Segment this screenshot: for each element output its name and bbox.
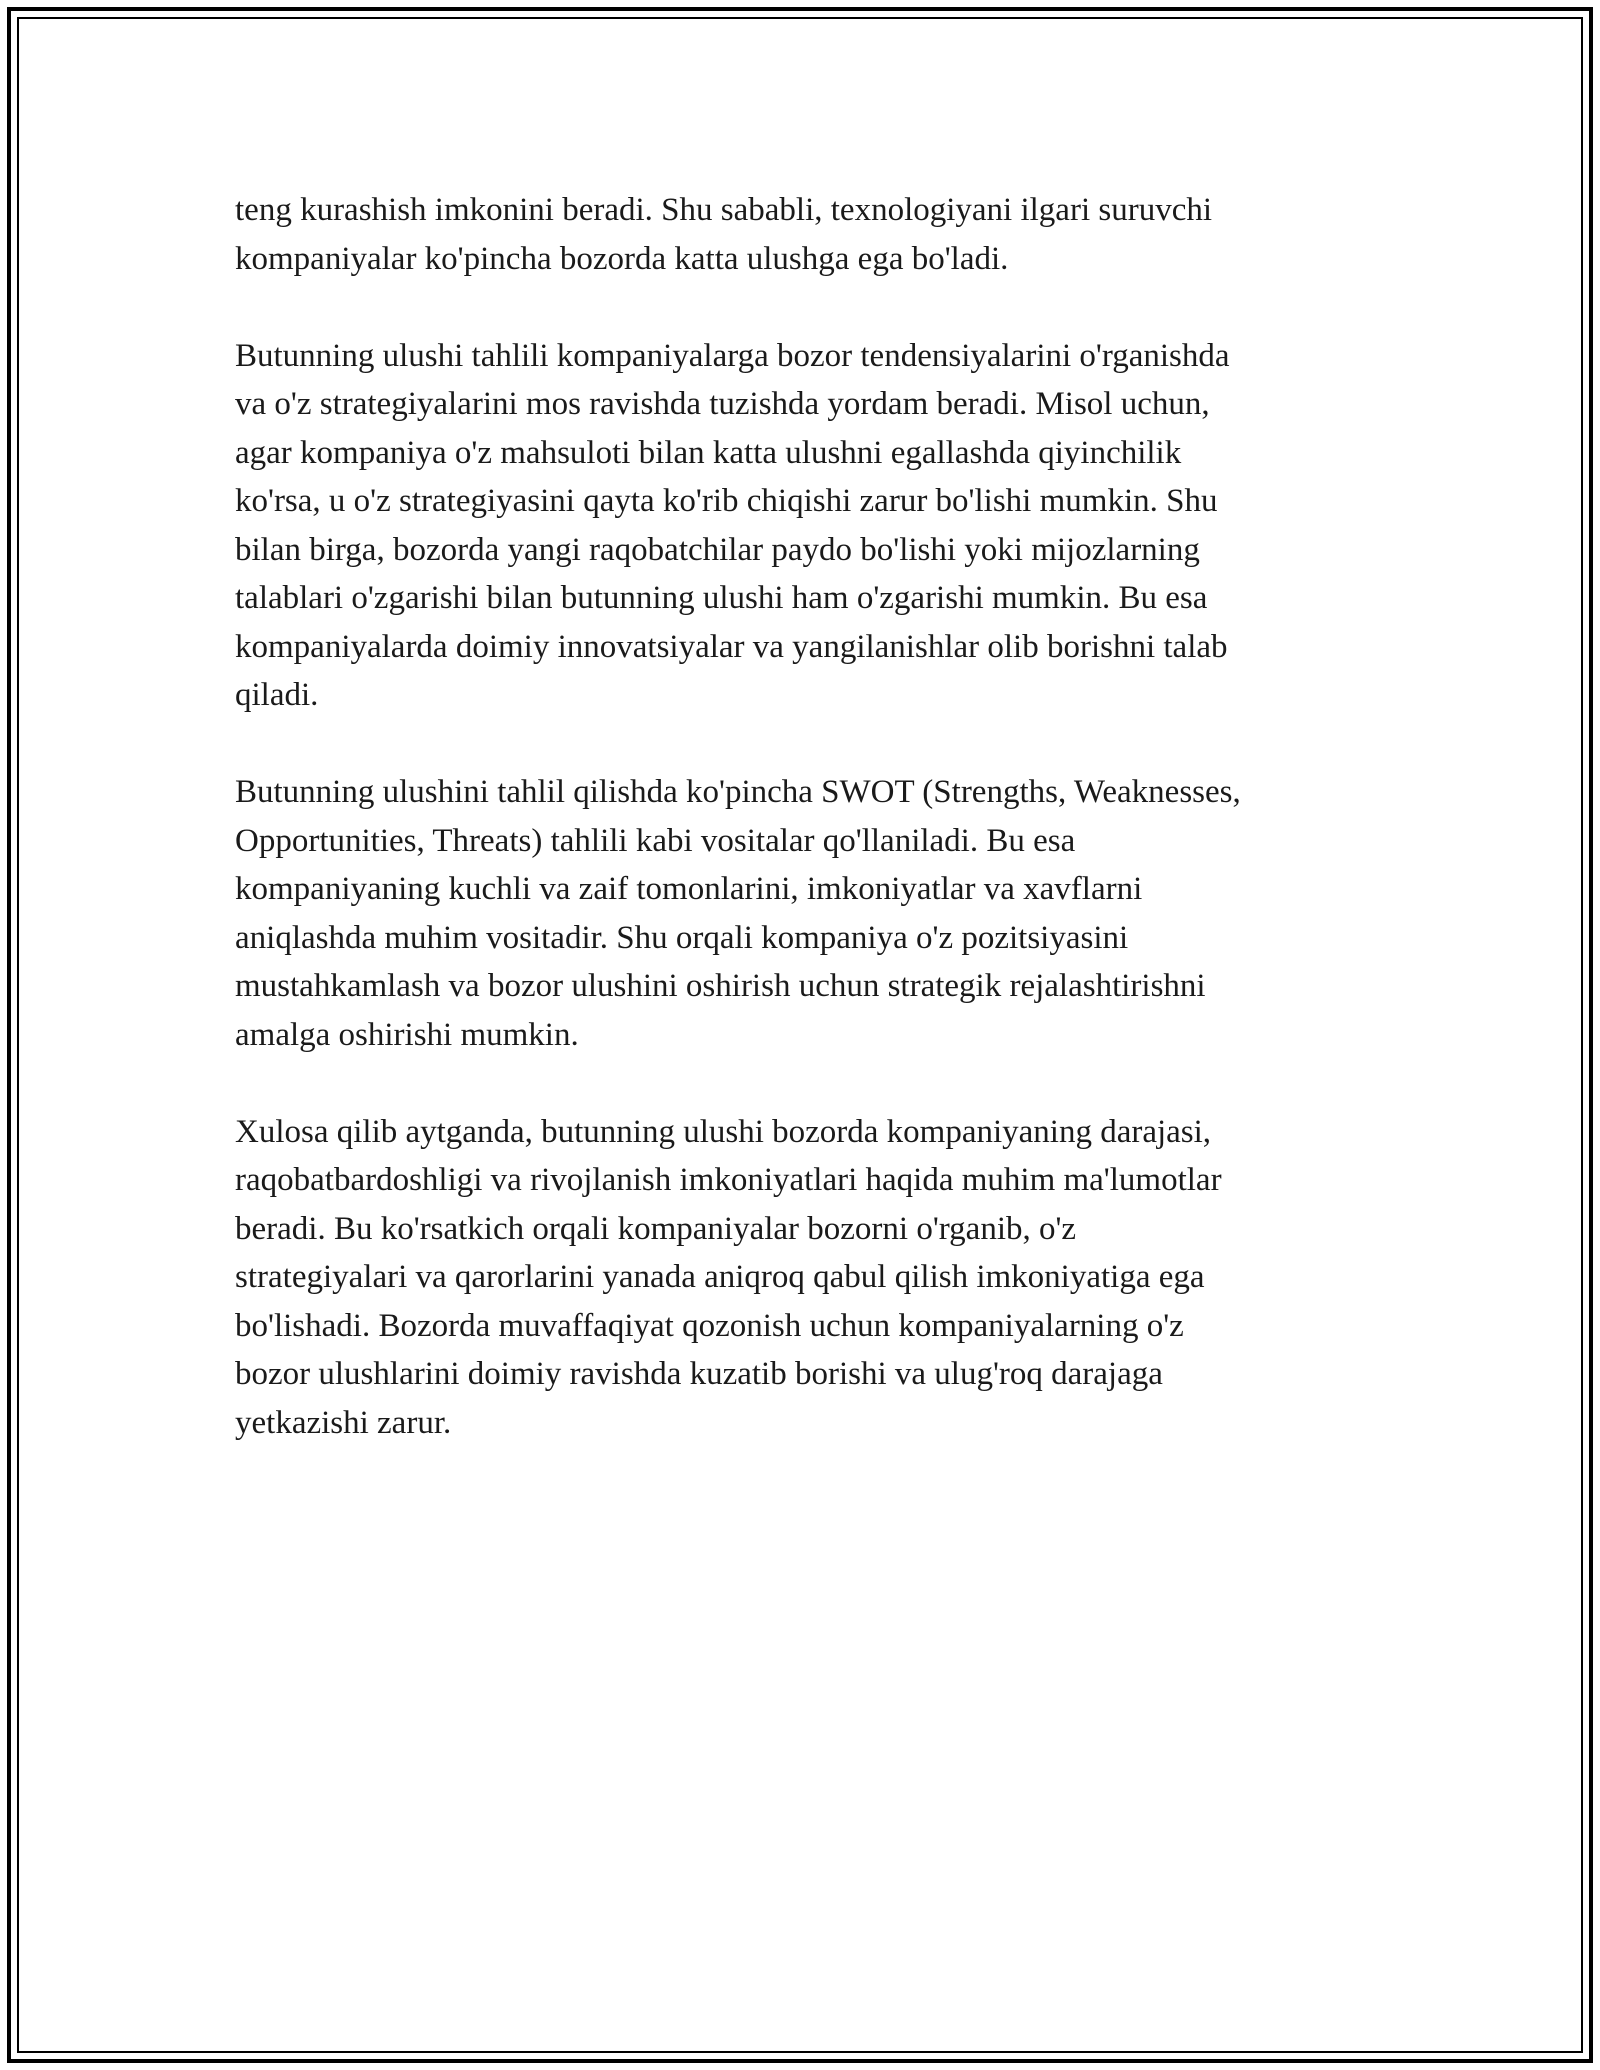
text-line: teng kurashish imkonini beradi. Shu sababli, texnologiyani ilgari suruvchi: [235, 192, 1213, 228]
text-line: ko'rsa, u o'z strategiyasini qayta ko'rib chiqishi zarur bo'lishi mumkin. Shu: [235, 483, 1218, 519]
paragraph-4: [235, 1108, 1375, 1448]
text-line: yetkazishi zarur.: [235, 1404, 452, 1441]
text-line: qiladi.: [235, 677, 319, 713]
text-line: beradi. Bu ko'rsatkich orqali kompaniyalar bozorni o'rganib, o'z: [235, 1210, 1077, 1247]
text-line: talablari o'zgarishi bilan butunning ulushi ham o'zgarishi mumkin. Bu esa: [235, 580, 1208, 616]
paragraph-2: [235, 332, 1375, 720]
text-line: bozor ulushlarini doimiy ravishda kuzatib borishi va ulug'roq darajaga: [235, 1356, 1163, 1392]
paragraph-3: [235, 768, 1375, 1059]
text-line: raqobatbardoshligi va rivojlanish imkoniyatlari haqida muhim ma'lumotlar: [235, 1162, 1222, 1198]
text-line: bilan birga, bozorda yangi raqobatchilar paydo bo'lishi yoki mijozlarning: [235, 531, 1200, 568]
text-line: kompaniyalar ko'pincha bozorda katta ulushga ega bo'ladi.: [235, 240, 1009, 277]
text-line: agar kompaniya o'z mahsuloti bilan katta ulushni egallashda qiyinchilik: [235, 434, 1182, 471]
text-line: va o'z strategiyalarini mos ravishda tuzishda yordam beradi. Misol uchun,: [235, 386, 1210, 422]
text-line: Xulosa qilib aytganda, butunning ulushi bozorda kompaniyaning darajasi,: [235, 1113, 1212, 1150]
text-line: kompaniyaning kuchli va zaif tomonlarini, imkoniyatlar va xavflarni: [235, 871, 1143, 907]
text-line: kompaniyalarda doimiy innovatsiyalar va yangilanishlar olib borishni talab: [235, 628, 1228, 665]
paragraph-1: [235, 186, 1375, 283]
text-line: mustahkamlash va bozor ulushini oshirish uchun strategik rejalashtirishni: [235, 968, 1206, 1004]
text-line: Butunning ulushini tahlil qilishda ko'pincha SWOT (Strengths, Weaknesses,: [235, 774, 1241, 810]
text-line: Butunning ulushi tahlili kompaniyalarga bozor tendensiyalarini o'rganishda: [235, 337, 1230, 374]
text-line: Opportunities, Threats) tahlili kabi vositalar qo'llaniladi. Bu esa: [235, 822, 1076, 859]
text-line: strategiyalari va qarorlarini yanada aniqroq qabul qilish imkoniyatiga ega: [235, 1259, 1205, 1295]
text-line: aniqlashda muhim vositadir. Shu orqali kompaniya o'z pozitsiyasini: [235, 919, 1129, 956]
document-body: [235, 186, 1375, 1447]
text-line: amalga oshirishi mumkin.: [235, 1016, 579, 1053]
text-line: bo'lishadi. Bozorda muvaffaqiyat qozonish uchun kompaniyalarning o'z: [235, 1307, 1184, 1344]
